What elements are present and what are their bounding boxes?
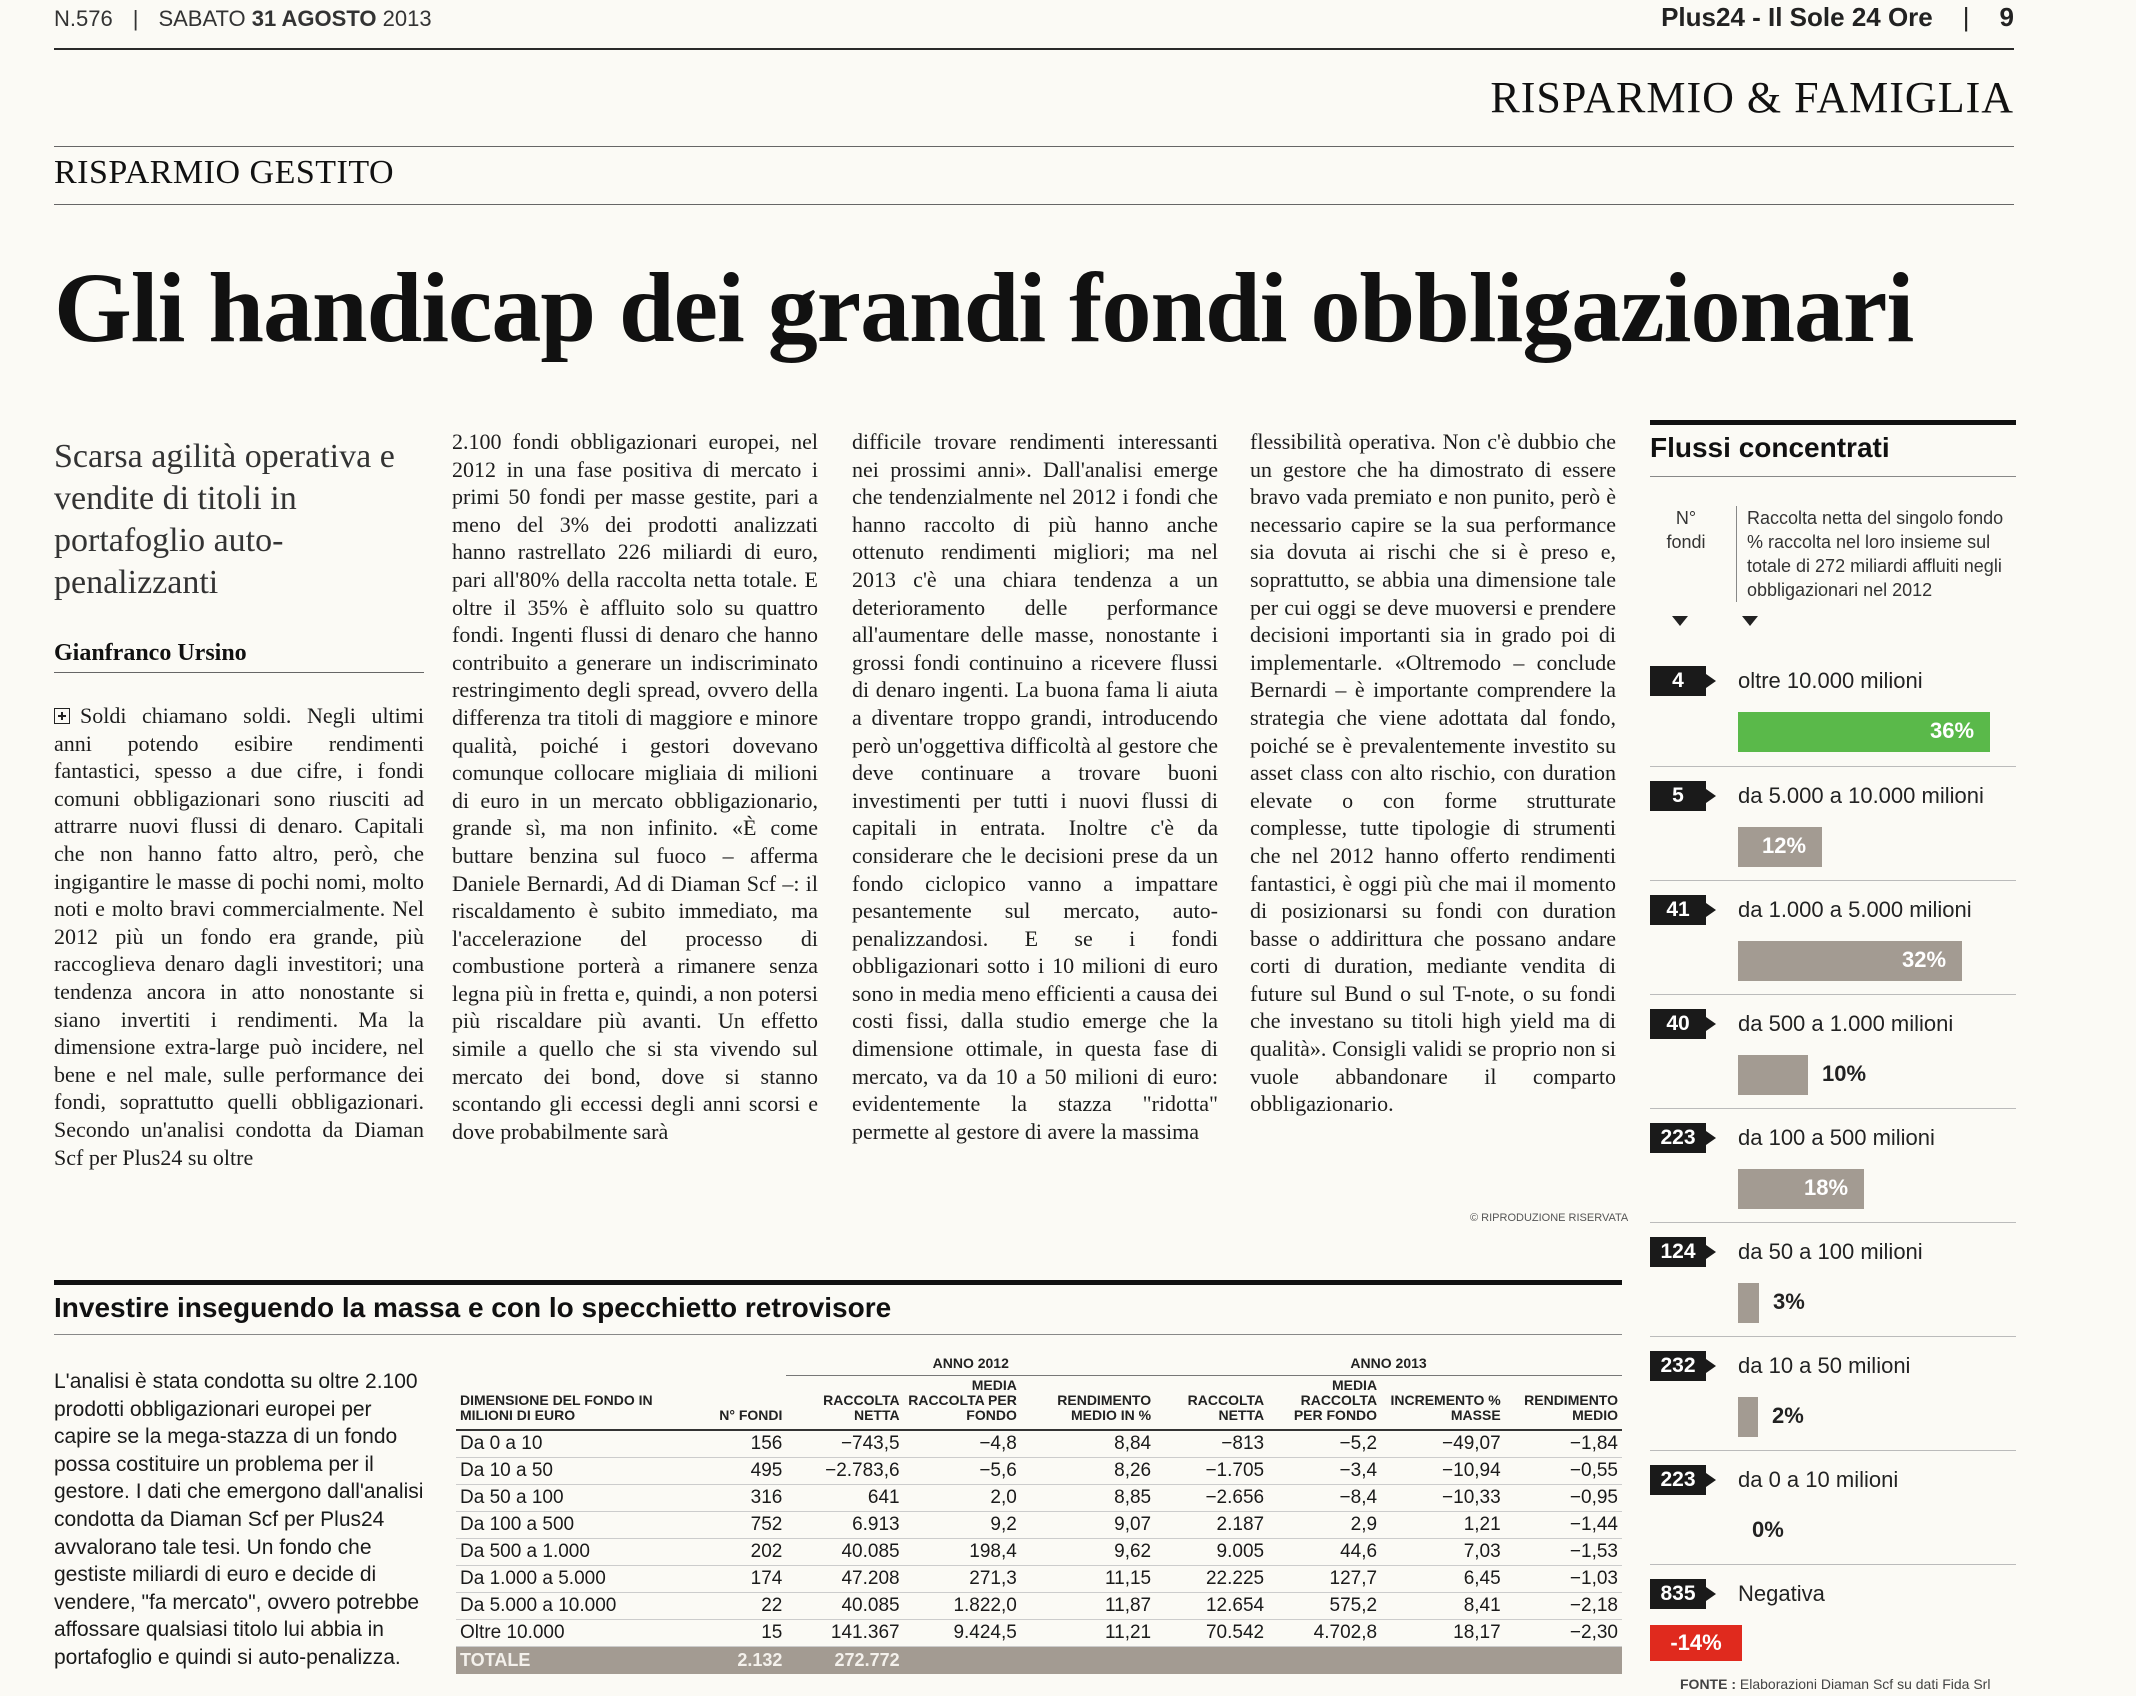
table-cell: 9,07 bbox=[1021, 1511, 1155, 1538]
table-cell: −2,30 bbox=[1505, 1619, 1622, 1646]
table-cell: −0,95 bbox=[1505, 1484, 1622, 1511]
publication-name: Plus24 - Il Sole 24 Ore bbox=[1661, 2, 1933, 32]
section-rule bbox=[54, 146, 2014, 147]
table-cell: 141.367 bbox=[786, 1619, 903, 1646]
page-number: 9 bbox=[1999, 2, 2014, 32]
table-box-intro: L'analisi è stata condotta su oltre 2.100 prodotti obbligazionari europei per capire se la mega-stazza di un fondo possa costituire un problema per il gestore. I dati che emergono dall'analisi condotta da Diaman Scf per Plus24 avvalorano tale tesi. Un fondo che gestiste miliardi di euro e decide di vendere, "fa mercato", ovvero potrebbe affossare qualsiasi titolo lui abbia in portafoglio e quindi si auto-penalizza. bbox=[54, 1370, 424, 1669]
table-cell: −2.656 bbox=[1155, 1484, 1268, 1511]
table-cell: −10,33 bbox=[1381, 1484, 1505, 1511]
table-cell: 202 bbox=[712, 1538, 787, 1565]
sidebar-row bbox=[1650, 1336, 2016, 1450]
table-cell: 7,03 bbox=[1381, 1538, 1505, 1565]
column-1-text: Soldi chiamano soldi. Negli ultimi anni potendo esibire rendimenti fantastici, spesso a due cifre, i fondi comuni obbligazionari sono riusciti ad attrarre nuovi flussi di denaro. Capitali che non hanno fatto altro, però, che ingigantire le masse di pochi nomi, molto noti e molto bravi commercialmente. Nel 2012 più un fondo era grande, più raccoglieva denaro dagli investitori; una tendenza ancora in atto nonostante si siano invertiti i rendimenti. Ma la dimensione extra-large può incidere, nel bene e nel male, sulle performance dei fondi, soprattutto quelli obbligazionari. Secondo un'analisi condotta da Diaman Scf per Plus24 su oltre bbox=[54, 703, 424, 1170]
table-cell: −4,8 bbox=[904, 1430, 1021, 1457]
copyright-note: © RIPRODUZIONE RISERVATA bbox=[1470, 1212, 1629, 1224]
weekday: SABATO bbox=[158, 6, 246, 31]
author-rule bbox=[54, 672, 424, 673]
table-cell: 12.654 bbox=[1155, 1592, 1268, 1619]
year-2013-header: ANNO 2013 bbox=[1155, 1354, 1622, 1376]
table-cell: −1.705 bbox=[1155, 1457, 1268, 1484]
table-cell: 174 bbox=[712, 1565, 787, 1592]
table-cell: −0,55 bbox=[1505, 1457, 1622, 1484]
table-cell: 6,45 bbox=[1381, 1565, 1505, 1592]
subtitle: Scarsa agilità operativa e vendite di titoli in portafoglio auto-penalizzanti bbox=[54, 438, 395, 601]
masthead-left bbox=[54, 6, 432, 32]
table-year-header bbox=[456, 1354, 1622, 1376]
table-cell: −813 bbox=[1155, 1430, 1268, 1457]
section-title: RISPARMIO & FAMIGLIA bbox=[1490, 73, 2014, 122]
table-row bbox=[456, 1457, 1622, 1484]
fund-count-badge: 4 bbox=[1650, 666, 1706, 696]
share-percent-label: 10% bbox=[1822, 1061, 1867, 1086]
table-row bbox=[456, 1592, 1622, 1619]
column-header: INCREMENTO % MASSE bbox=[1381, 1376, 1505, 1431]
table-cell: 22.225 bbox=[1155, 1565, 1268, 1592]
table-cell: −743,5 bbox=[786, 1430, 903, 1457]
fund-count-badge: 223 bbox=[1650, 1465, 1706, 1495]
table-cell: 271,3 bbox=[904, 1565, 1021, 1592]
table-row bbox=[456, 1565, 1622, 1592]
table-cell: 2,0 bbox=[904, 1484, 1021, 1511]
column-header: DIMENSIONE DEL FONDO IN MILIONI DI EURO bbox=[456, 1376, 712, 1431]
table-cell: 8,85 bbox=[1021, 1484, 1155, 1511]
table-cell: 6.913 bbox=[786, 1511, 903, 1538]
table-cell: 2,9 bbox=[1268, 1511, 1381, 1538]
table-total-cell: 2.132 bbox=[712, 1646, 787, 1674]
table-cell: 8,41 bbox=[1381, 1592, 1505, 1619]
year: 2013 bbox=[382, 6, 432, 31]
table-cell: 70.542 bbox=[1155, 1619, 1268, 1646]
table-cell: 11,21 bbox=[1021, 1619, 1155, 1646]
sidebar-row bbox=[1650, 766, 2016, 880]
table-total-row bbox=[456, 1646, 1622, 1674]
table-cell: 127,7 bbox=[1268, 1565, 1381, 1592]
share-bar bbox=[1738, 1283, 1759, 1323]
share-percent-label: 2% bbox=[1772, 1403, 1804, 1428]
table-total-cell bbox=[1268, 1646, 1381, 1674]
share-percent-label: 18% bbox=[1804, 1175, 1849, 1200]
table-cell: 47.208 bbox=[786, 1565, 903, 1592]
table-cell: −8,4 bbox=[1268, 1484, 1381, 1511]
table-cell: Da 100 a 500 bbox=[456, 1511, 712, 1538]
author-byline: Gianfranco Ursino bbox=[54, 640, 247, 666]
table-cell: 22 bbox=[712, 1592, 787, 1619]
negative-share-badge: -14% bbox=[1650, 1625, 1742, 1661]
article-column-4 bbox=[1250, 428, 1616, 1118]
table-cell: −10,94 bbox=[1381, 1457, 1505, 1484]
issue-number: N.576 bbox=[54, 6, 113, 31]
size-range-label: da 100 a 500 milioni bbox=[1738, 1125, 1935, 1150]
share-percent-label: 32% bbox=[1902, 947, 1947, 972]
size-range-label: da 1.000 a 5.000 milioni bbox=[1738, 897, 1972, 922]
column-header: MEDIA RACCOLTA PER FONDO bbox=[904, 1376, 1021, 1431]
year-2012-header: ANNO 2012 bbox=[786, 1354, 1155, 1376]
table-box-rule bbox=[54, 1334, 1622, 1335]
table-total-cell: 272.772 bbox=[786, 1646, 903, 1674]
table-cell: Da 50 a 100 bbox=[456, 1484, 712, 1511]
share-percent-label: 36% bbox=[1930, 718, 1975, 743]
table-box-top-rule bbox=[54, 1280, 1622, 1285]
table-cell: 40.085 bbox=[786, 1592, 903, 1619]
masthead-separator: | bbox=[132, 6, 139, 31]
masthead-rule bbox=[54, 48, 2014, 50]
table-cell: Da 1.000 a 5.000 bbox=[456, 1565, 712, 1592]
column-header: MEDIA RACCOLTA PER FONDO bbox=[1268, 1376, 1381, 1431]
share-percent-label: 0% bbox=[1752, 1517, 1784, 1542]
table-cell: 641 bbox=[786, 1484, 903, 1511]
table-cell: 198,4 bbox=[904, 1538, 1021, 1565]
source-note bbox=[1680, 1676, 1990, 1692]
fund-count-badge: 835 bbox=[1650, 1579, 1706, 1609]
table-total-cell bbox=[904, 1646, 1021, 1674]
kicker: RISPARMIO GESTITO bbox=[54, 154, 395, 191]
share-bar bbox=[1738, 1055, 1808, 1095]
table-cell: 8,26 bbox=[1021, 1457, 1155, 1484]
fund-count-badge: 40 bbox=[1650, 1009, 1706, 1039]
table-cell: −2.783,6 bbox=[786, 1457, 903, 1484]
table-total-cell bbox=[1155, 1646, 1268, 1674]
column-3-text: difficile trovare rendimenti interessanti nei prossimi anni». Dall'analisi emerge che tendenzialmente nel 2012 i fondi che hanno raccolto di più hanno anche ottenuto rendimenti migliori; ma nel 2013 c'è una chiara tendenza a un deterioramento delle performance all'aumentare delle masse, nonostante i grossi fondi continuino a ricevere flussi di denaro ingenti. La buona fama li aiuta a diventare troppo grandi, introducendo però un'oggettiva difficoltà al gestore che deve continuare a trovare buoni investimenti per tutti i nuovi flussi di capitali in entrata. Inoltre c'è da considerare che le decisioni prese da un fondo ciclopico vanno a impattare pesantemente sul mercato, auto-penalizzandosi. E se i fondi obbligazionari sotto i 10 milioni di euro sono in media meno efficienti a causa dei costi fissi, dalla studio emerge che la dimensione ottimale, in questa fase di mercato, va da 10 a 50 milioni di euro: evidentemente la stazza "ridotta" permette al gestore di avere la massima bbox=[852, 429, 1218, 1144]
table-cell: 1,21 bbox=[1381, 1511, 1505, 1538]
sidebar-top-rule bbox=[1650, 420, 2016, 425]
masthead bbox=[54, 2, 2014, 42]
table-cell: Da 10 a 50 bbox=[456, 1457, 712, 1484]
kicker-rule bbox=[54, 204, 2014, 205]
column-header: RACCOLTA NETTA bbox=[786, 1376, 903, 1431]
table-cell: 156 bbox=[712, 1430, 787, 1457]
share-percent-label: 12% bbox=[1762, 833, 1807, 858]
table-cell: Da 500 a 1.000 bbox=[456, 1538, 712, 1565]
headline: Gli handicap dei grandi fondi obbligazionari bbox=[54, 252, 1914, 363]
table-cell: Da 0 a 10 bbox=[456, 1430, 712, 1457]
table-cell: −1,53 bbox=[1505, 1538, 1622, 1565]
sidebar-header-description: Raccolta netta del singolo fondo % raccolta nel loro insieme sul totale di 272 miliardi affluiti negli obbligazionari nel 2012 bbox=[1736, 506, 2016, 602]
table-total-cell bbox=[1505, 1646, 1622, 1674]
table-row bbox=[456, 1619, 1622, 1646]
table-cell: 18,17 bbox=[1381, 1619, 1505, 1646]
table-total-cell bbox=[1381, 1646, 1505, 1674]
table-cell: 2.187 bbox=[1155, 1511, 1268, 1538]
table-cell: 575,2 bbox=[1268, 1592, 1381, 1619]
table-cell: Da 5.000 a 10.000 bbox=[456, 1592, 712, 1619]
share-percent-label: 3% bbox=[1773, 1289, 1805, 1314]
size-range-label: da 5.000 a 10.000 milioni bbox=[1738, 783, 1984, 808]
fund-count-badge: 232 bbox=[1650, 1351, 1706, 1381]
size-range-label: Negativa bbox=[1738, 1581, 1825, 1606]
fund-count-badge: 223 bbox=[1650, 1123, 1706, 1153]
size-range-label: da 0 a 10 milioni bbox=[1738, 1467, 1899, 1492]
table-cell: −1,03 bbox=[1505, 1565, 1622, 1592]
fund-count-badge: 124 bbox=[1650, 1237, 1706, 1267]
column-header: N° FONDI bbox=[712, 1376, 787, 1431]
sidebar-row bbox=[1650, 1450, 2016, 1564]
table-cell: −2,18 bbox=[1505, 1592, 1622, 1619]
article-column-1 bbox=[54, 702, 424, 1171]
triangle-down-icon bbox=[1672, 616, 1688, 626]
table-cell: 15 bbox=[712, 1619, 787, 1646]
sidebar-row bbox=[1650, 1564, 2016, 1678]
share-bar bbox=[1738, 1397, 1758, 1437]
sidebar-row bbox=[1650, 994, 2016, 1108]
date: 31 AGOSTO bbox=[251, 6, 377, 31]
fund-count-badge: 41 bbox=[1650, 895, 1706, 925]
article-column-3 bbox=[852, 428, 1218, 1145]
table-total-cell bbox=[1021, 1646, 1155, 1674]
sidebar-row bbox=[1650, 1108, 2016, 1222]
table-row bbox=[456, 1430, 1622, 1457]
table-cell: 1.822,0 bbox=[904, 1592, 1021, 1619]
column-4-text: flessibilità operativa. Non c'è dubbio che un gestore che ha dimostrato di essere bravo vada premiato e non punito, però è necessario capire se la sua performance sia dovuta ai rischi che si è preso e, soprattutto, se abbia una dimensione tale per cui oggi se deve muoversi e prendere decisioni importanti sia in grado poi di implementarle. «Oltremodo – conclude Bernardi – è importante comprendere la strategia che viene adottata dal fondo, poiché se è prevalentemente investito su asset class con alto rischio, con duration elevate o con forme strutturate complesse, tutte tipologie di strumenti che nel 2012 hanno offerto rendimenti fantastici, è oggi più che mai il momento di posizionarsi su fondi con duration basse o addirittura che possano andare corti di duration, mediante vendita di future sul Bund o sul T-note, o su fondi che investano su titoli high yield ma di qualità». Consigli validi se proprio non si vuole abbandonare il comparto obbligazionario. bbox=[1250, 429, 1616, 1117]
table-cell: 44,6 bbox=[1268, 1538, 1381, 1565]
table-row bbox=[456, 1511, 1622, 1538]
sidebar-row bbox=[1650, 1222, 2016, 1336]
column-header: RENDIMENTO MEDIO bbox=[1505, 1376, 1622, 1431]
fund-size-table bbox=[456, 1354, 1622, 1674]
sidebar-row bbox=[1650, 652, 2016, 766]
sidebar-header-count: N° fondi bbox=[1666, 508, 1706, 552]
plus-icon bbox=[54, 708, 70, 724]
table-cell: −1,44 bbox=[1505, 1511, 1622, 1538]
masthead-right bbox=[1661, 2, 2014, 33]
table-cell: Oltre 10.000 bbox=[456, 1619, 712, 1646]
source-text: Elaborazioni Diaman Scf su dati Fida Srl bbox=[1739, 1676, 1991, 1692]
column-2-text: 2.100 fondi obbligazionari europei, nel 2012 in una fase positiva di mercato i primi 50 fondi per masse gestite, pari a meno del 3% dei prodotti analizzati hanno rastrellato 226 miliardi di euro, pari all'80% della raccolta netta totale. E oltre il 35% è affluito solo su quattro fondi. Ingenti flussi di denaro che hanno contribuito a generare un indiscriminato restringimento degli spread, ovvero della differenza tra titoli di maggiore e minore qualità, poiché i gestori dovevano comunque collocare migliaia di milioni di euro in un mercato obbligazionario, grande sì, ma non infinito. «È come buttare benzina sul fuoco – afferma Daniele Bernardi, Ad di Diaman Scf –: il riscaldamento è subito immediato, ma l'accelerazione del processo di combustione porterà a rimanere senza legna più in fretta e, quindi, a non potersi più riscaldare più avanti. Un effetto simile a quello che si sta vivendo sul mercato dei bond, dove si stanno scontando gli eccessi degli anni scorsi e dove probabilmente sarà bbox=[452, 429, 818, 1144]
table-cell: 752 bbox=[712, 1511, 787, 1538]
size-range-label: da 10 a 50 milioni bbox=[1738, 1353, 1911, 1378]
table-total-cell: TOTALE bbox=[456, 1646, 712, 1674]
table-cell: 8,84 bbox=[1021, 1430, 1155, 1457]
sidebar-title: Flussi concentrati bbox=[1650, 432, 1890, 463]
table-cell: −49,07 bbox=[1381, 1430, 1505, 1457]
sidebar-row bbox=[1650, 880, 2016, 994]
size-range-label: da 50 a 100 milioni bbox=[1738, 1239, 1923, 1264]
table-cell: 4.702,8 bbox=[1268, 1619, 1381, 1646]
table-cell: −3,4 bbox=[1268, 1457, 1381, 1484]
source-label: FONTE : bbox=[1680, 1676, 1736, 1692]
table-cell: −5,2 bbox=[1268, 1430, 1381, 1457]
fund-count-badge: 5 bbox=[1650, 781, 1706, 811]
triangle-down-icon bbox=[1742, 616, 1758, 626]
table-box-title: Investire inseguendo la massa e con lo specchietto retrovisore bbox=[54, 1292, 892, 1323]
table-column-headers bbox=[456, 1376, 1622, 1431]
table-cell: −1,84 bbox=[1505, 1430, 1622, 1457]
article-column-2 bbox=[452, 428, 818, 1145]
table-cell: 495 bbox=[712, 1457, 787, 1484]
table-row bbox=[456, 1484, 1622, 1511]
table-cell: −5,6 bbox=[904, 1457, 1021, 1484]
column-header: RACCOLTA NETTA bbox=[1155, 1376, 1268, 1431]
table-cell: 316 bbox=[712, 1484, 787, 1511]
column-header: RENDIMENTO MEDIO IN % bbox=[1021, 1376, 1155, 1431]
table-cell: 40.085 bbox=[786, 1538, 903, 1565]
table-row bbox=[456, 1538, 1622, 1565]
table-cell: 9,62 bbox=[1021, 1538, 1155, 1565]
table-cell: 9.424,5 bbox=[904, 1619, 1021, 1646]
sidebar-rule bbox=[1650, 476, 2016, 477]
table-cell: 9.005 bbox=[1155, 1538, 1268, 1565]
size-range-label: da 500 a 1.000 milioni bbox=[1738, 1011, 1954, 1036]
size-range-label: oltre 10.000 milioni bbox=[1738, 668, 1923, 693]
masthead-separator: | bbox=[1962, 2, 1970, 32]
table-body bbox=[456, 1430, 1622, 1674]
table-cell: 11,87 bbox=[1021, 1592, 1155, 1619]
table-cell: 9,2 bbox=[904, 1511, 1021, 1538]
table-cell: 11,15 bbox=[1021, 1565, 1155, 1592]
